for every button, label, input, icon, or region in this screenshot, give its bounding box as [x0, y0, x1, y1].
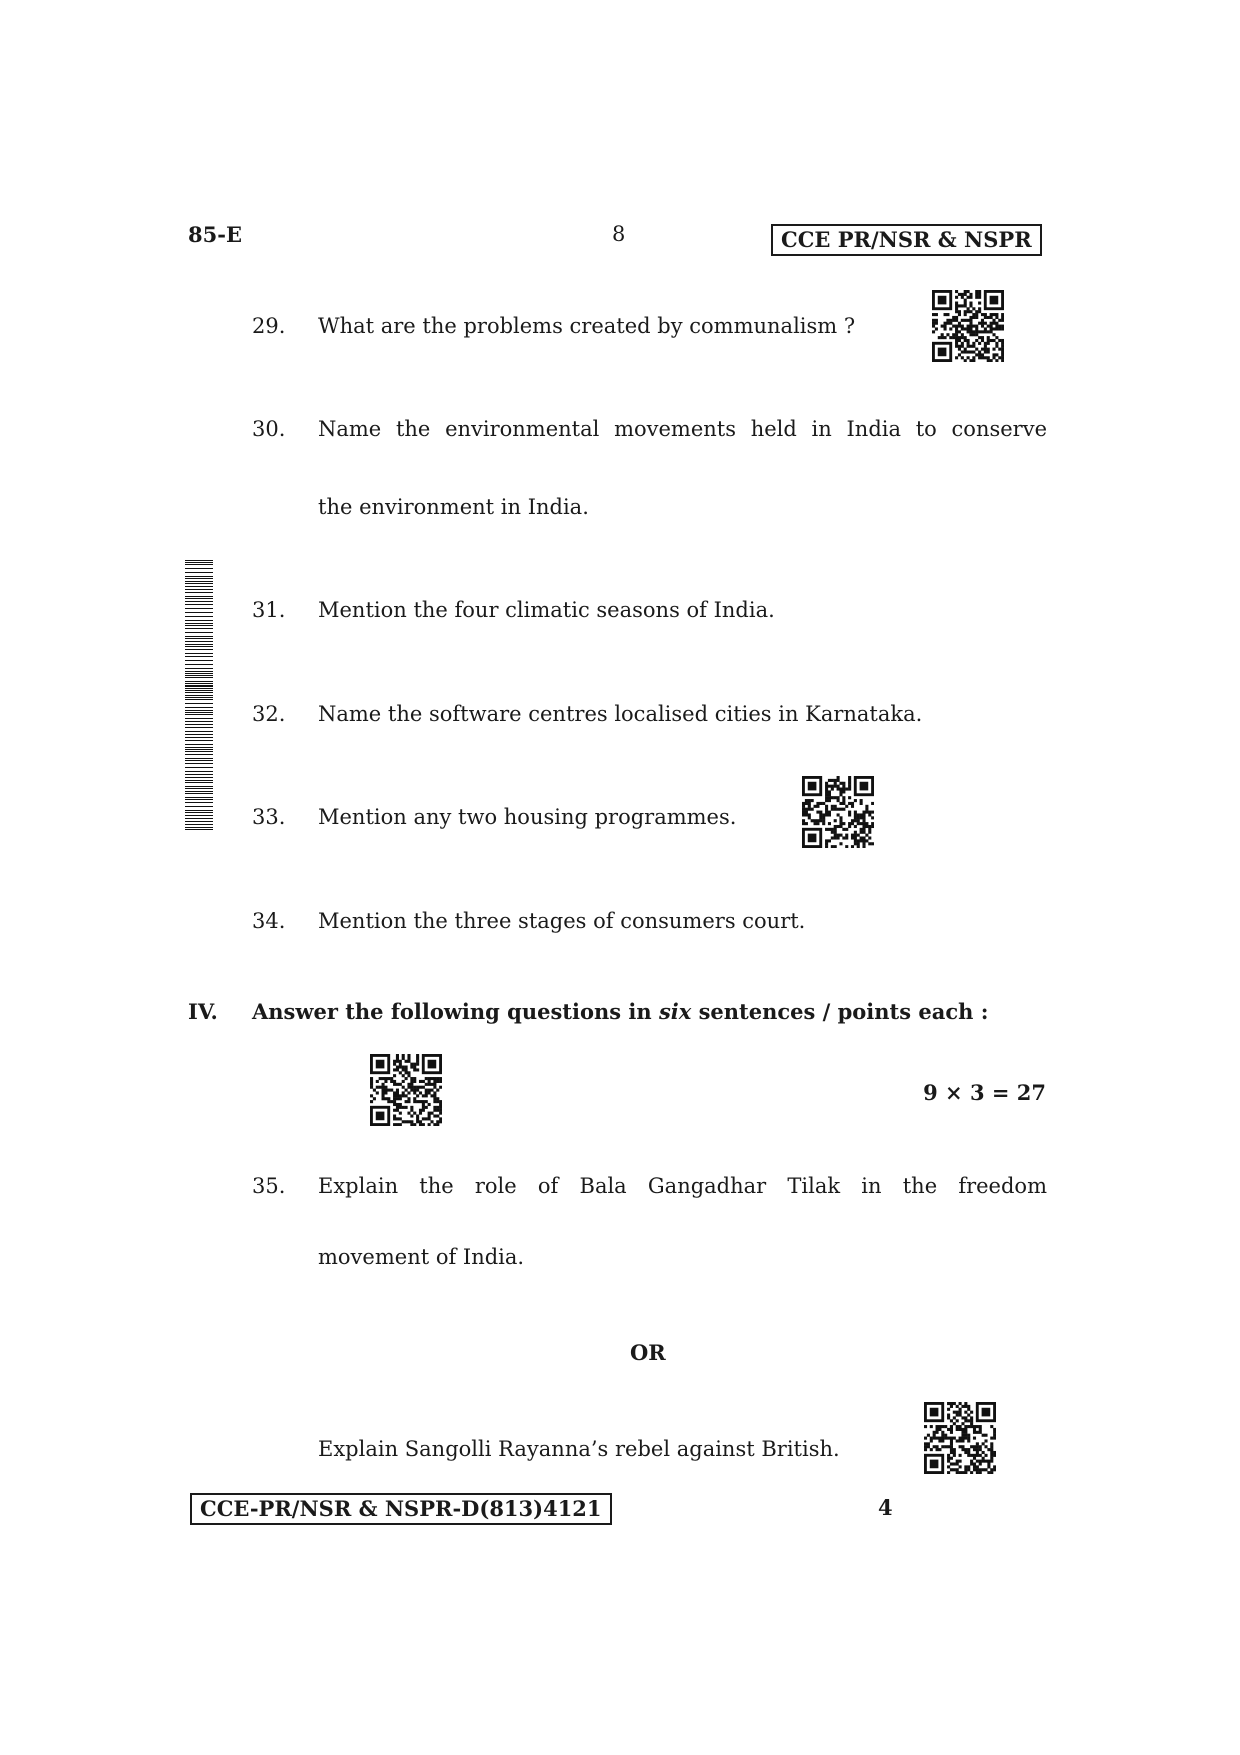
footer-code: CCE-PR/NSR & NSPR-D(813)4121: [190, 1493, 612, 1525]
question-32-text: Name the software centres localised cities in Karnataka.: [318, 702, 923, 726]
barcode: [185, 560, 213, 830]
footer-page-number: 4: [878, 1495, 893, 1520]
paper-code: 85-E: [188, 222, 242, 247]
question-31-text: Mention the four climatic seasons of India.: [318, 598, 775, 622]
question-35-line-1: Explain the role of Bala Gangadhar Tilak in the freedom: [318, 1174, 1047, 1198]
question-number-32: 32.: [252, 702, 286, 726]
question-number-30: 30.: [252, 417, 286, 441]
question-34-text: Mention the three stages of consumers court.: [318, 909, 806, 933]
exam-tag: CCE PR/NSR & NSPR: [771, 224, 1042, 256]
qr-code-q29: [932, 290, 1004, 362]
question-number-31: 31.: [252, 598, 286, 622]
question-30-line-1: Name the environmental movements held in India to conserve: [318, 417, 1047, 441]
qr-code-q35-alt: [924, 1402, 996, 1474]
question-30-line-2: the environment in India.: [318, 495, 589, 519]
page-number: 8: [612, 222, 626, 246]
instruction-after: sentences / points each :: [691, 999, 989, 1024]
section-instruction: [252, 999, 988, 1024]
qr-code-q33: [802, 776, 874, 848]
question-number-35: 35.: [252, 1174, 286, 1198]
question-number-29: 29.: [252, 314, 286, 338]
question-33-text: Mention any two housing programmes.: [318, 805, 737, 829]
qr-code-section-iv: [370, 1054, 442, 1126]
question-35-alternative: Explain Sangolli Rayanna’s rebel against British.: [318, 1437, 840, 1461]
section-roman: IV.: [188, 999, 218, 1024]
instruction-italic: six: [658, 999, 692, 1024]
question-number-33: 33.: [252, 805, 286, 829]
instruction-before: Answer the following questions in: [252, 999, 659, 1024]
question-29-text: What are the problems created by communalism ?: [318, 314, 856, 338]
question-number-34: 34.: [252, 909, 286, 933]
question-35-line-2: movement of India.: [318, 1245, 525, 1269]
or-label: OR: [630, 1340, 666, 1365]
section-marks: 9 × 3 = 27: [923, 1080, 1046, 1105]
